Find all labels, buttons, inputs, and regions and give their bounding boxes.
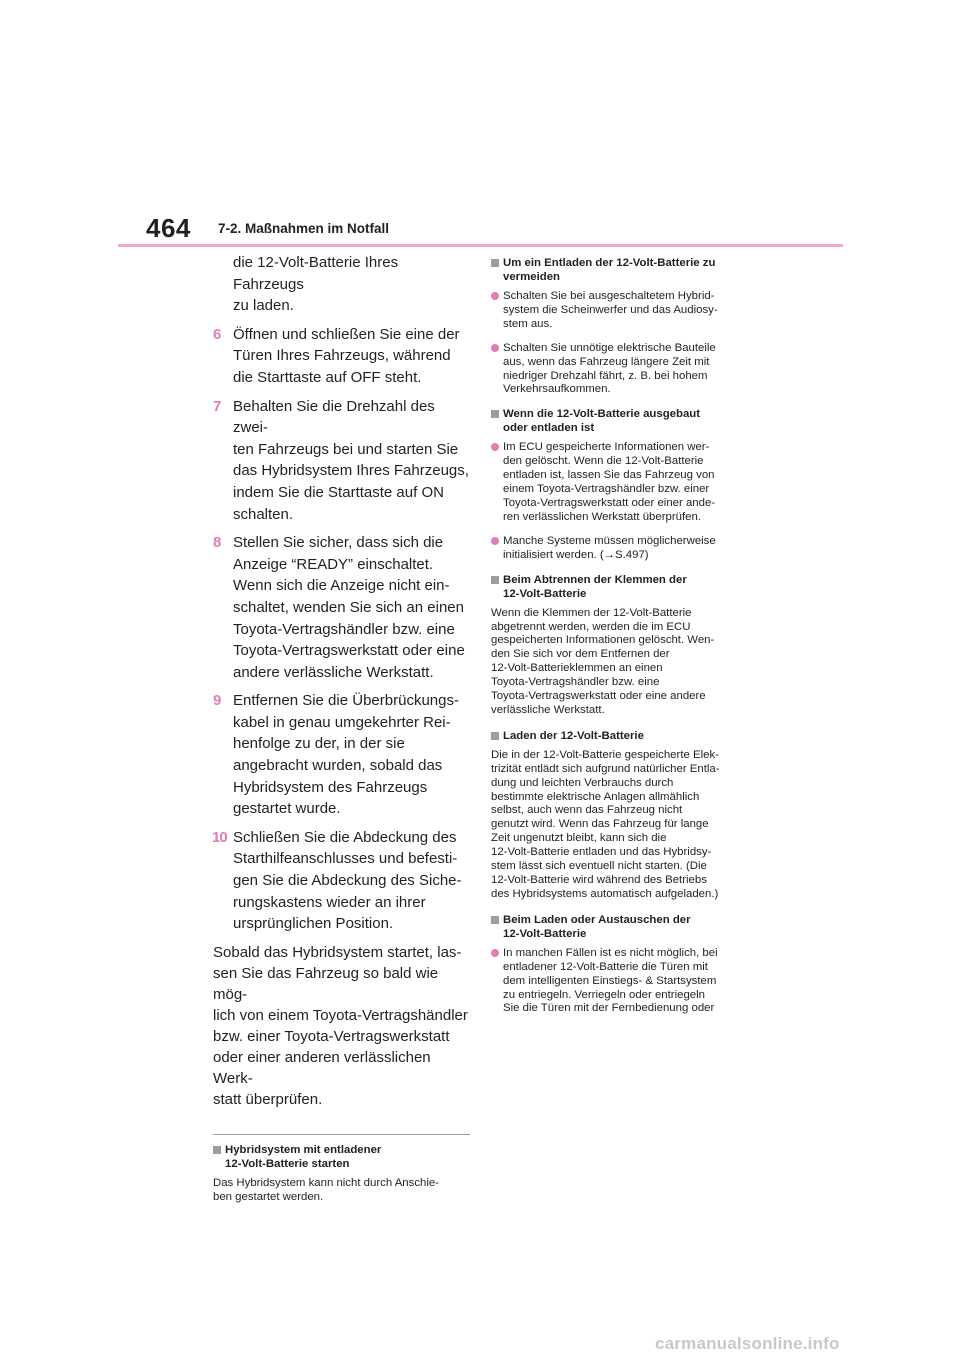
bullet-item — [491, 290, 753, 332]
text-line: Toyota-Vertragswerkstatt oder einer ande- — [503, 496, 716, 509]
square-bullet-icon — [491, 732, 499, 740]
text-line: In manchen Fällen ist es nicht möglich, bei — [503, 946, 718, 959]
round-bullet-icon — [491, 537, 499, 545]
note-heading — [491, 573, 753, 601]
text-line: andere verlässliche Werkstatt. — [233, 663, 434, 681]
text-line: ben gestartet werden. — [213, 1190, 324, 1203]
step-9 — [213, 690, 470, 820]
text-line: schaltet, wenden Sie sich an einen — [233, 598, 464, 616]
bullet-item — [491, 441, 753, 524]
note-heading — [491, 913, 753, 941]
note-heading — [491, 729, 753, 743]
bullet-item — [491, 947, 753, 1017]
text-line: Hybridsystem mit entladener — [225, 1143, 382, 1156]
text-line: sen Sie das Fahrzeug so bald wie mög- — [213, 964, 439, 1003]
text-line: verlässliche Werkstatt. — [491, 703, 605, 716]
text-line: den gelöscht. Wenn die 12-Volt-Batterie — [503, 455, 704, 468]
closing-paragraph — [213, 942, 470, 1110]
note-body — [491, 749, 753, 902]
text-line: Entfernen Sie die Überbrückungs- — [233, 692, 459, 710]
text-line: initialisiert werden. (→S.497) — [503, 548, 649, 561]
text-line: ten Fahrzeugs bei und starten Sie — [233, 440, 459, 458]
text-line: Schalten Sie unnötige elektrische Bauteile — [503, 341, 716, 354]
text-line: angebracht wurden, sobald das — [233, 757, 443, 775]
step-8 — [213, 532, 470, 683]
text-line: die 12-Volt-Batterie Ihres Fahrzeugs — [233, 254, 399, 293]
text-line: Hybridsystem des Fahrzeugs — [233, 778, 428, 796]
page-number: 464 — [146, 213, 191, 243]
text-line: Manche Systeme müssen möglicherweise — [503, 534, 716, 547]
text-line: indem Sie die Starttaste auf ON — [233, 483, 444, 501]
text-line: zu entriegeln. Verriegeln oder entriegeln — [503, 988, 705, 1001]
text-line: bzw. einer Toyota-Vertragswerkstatt — [213, 1027, 450, 1045]
continued-step-text — [213, 252, 470, 317]
square-bullet-icon — [491, 410, 499, 418]
text-line: oder entladen ist — [503, 422, 595, 435]
text-line: Behalten Sie die Drehzahl des zwei- — [233, 397, 435, 437]
text-line: henfolge zu der, in der sie — [233, 735, 405, 753]
step-number: 6 — [213, 325, 222, 343]
text-line: Starthilfeanschlusses und befesti- — [233, 850, 458, 868]
text-line: 12-Volt-Batterie wird während des Betriebs — [491, 874, 707, 886]
text-line: den Sie sich vor dem Entfernen der — [491, 648, 670, 661]
note-body — [491, 607, 753, 718]
text-line: abgetrennt werden, werden die im ECU — [491, 620, 691, 633]
square-bullet-icon — [491, 916, 499, 924]
text-line: kabel in genau umgekehrter Rei- — [233, 713, 451, 731]
text-line: dem intelligenten Einstiegs- & Startsystem — [503, 974, 717, 987]
square-bullet-icon — [491, 576, 499, 584]
text-line: ren verlässlichen Werkstatt überprüfen. — [503, 510, 701, 523]
text-line: Wenn die 12-Volt-Batterie ausgebaut — [503, 408, 701, 421]
text-line: Die in der 12-Volt-Batterie gespeicherte Elek- — [491, 748, 719, 761]
text-line: system die Scheinwerfer und das Audiosy- — [503, 303, 718, 316]
round-bullet-icon — [491, 949, 499, 957]
text-line: Sobald das Hybridsystem startet, las- — [213, 943, 462, 961]
text-line: selbst, auch wenn das Fahrzeug nicht — [491, 804, 683, 817]
text-line: lich von einem Toyota-Vertragshändler — [213, 1006, 468, 1024]
square-bullet-icon — [491, 259, 499, 267]
text-line: Beim Laden oder Austauschen der — [503, 913, 691, 926]
text-line: Im ECU gespeicherte Informationen wer- — [503, 441, 710, 454]
text-line: Toyota-Vertragswerkstatt oder eine andere — [491, 690, 706, 703]
text-line: zu laden. — [233, 297, 294, 315]
text-line: rungskastens wieder an ihrer — [233, 893, 426, 911]
step-7 — [213, 396, 470, 526]
text-line: Sie die Türen mit der Fernbedienung oder — [503, 1002, 715, 1015]
text-line: Beim Abtrennen der Klemmen der — [503, 573, 687, 586]
text-line: 12-Volt-Batterie — [503, 927, 587, 940]
text-line: 12-Volt-Batterie — [503, 587, 587, 600]
bullet-item — [491, 535, 753, 563]
text-line: vermeiden — [503, 271, 560, 283]
round-bullet-icon — [491, 292, 499, 300]
text-line: Verkehrsaufkommen. — [503, 383, 611, 396]
text-line: entladener 12-Volt-Batterie die Türen mit — [503, 960, 708, 973]
text-line: gestartet wurde. — [233, 800, 341, 818]
square-bullet-icon — [213, 1146, 221, 1154]
text-line: trizität entlädt sich aufgrund natürlicher Entla- — [491, 762, 720, 775]
text-line: stem lässt sich eventuell nicht starten. (Die — [491, 860, 707, 873]
text-line: statt überprüfen. — [213, 1090, 323, 1108]
note-body — [213, 1177, 470, 1205]
text-line: gen Sie die Abdeckung des Siche- — [233, 872, 462, 890]
text-line: Öffnen und schließen Sie eine der — [233, 325, 460, 343]
text-line: Wenn sich die Anzeige nicht ein- — [233, 577, 450, 595]
text-line: Stellen Sie sicher, dass sich die — [233, 534, 444, 552]
text-line: bestimmte elektrische Anlagen allmählich — [491, 790, 700, 803]
text-line: des Hybridsystems automatisch aufgeladen.) — [491, 887, 719, 900]
text-line: stem aus. — [503, 317, 553, 330]
text-line: niedriger Drehzahl fährt, z. B. bei hohem — [503, 369, 708, 382]
note-heading — [213, 1143, 470, 1171]
step-number: 9 — [213, 692, 222, 710]
text-line: Toyota-Vertragshändler bzw. eine — [491, 676, 660, 689]
step-10 — [213, 827, 470, 935]
step-number: 10 — [212, 828, 227, 846]
column-divider — [213, 1134, 470, 1135]
step-number: 7 — [213, 397, 222, 415]
note-heading — [491, 407, 753, 435]
text-line: Laden der 12-Volt-Batterie — [503, 729, 644, 742]
text-line: Türen Ihres Fahrzeugs, während — [233, 347, 451, 365]
text-line: entladen ist, lassen Sie das Fahrzeug von — [503, 469, 715, 482]
text-line: oder einer anderen verlässlichen Werk- — [213, 1048, 431, 1087]
text-line: Um ein Entladen der 12-Volt-Batterie zu — [503, 257, 716, 269]
text-line: dung und leichten Verbrauchs durch — [491, 776, 674, 789]
text-line: aus, wenn das Fahrzeug längere Zeit mit — [503, 355, 710, 368]
note-heading — [491, 256, 753, 284]
text-line: 12-Volt-Batterie starten — [225, 1157, 350, 1170]
text-line: 12-Volt-Batterieklemmen an einen — [491, 662, 663, 675]
left-column — [213, 252, 470, 1216]
round-bullet-icon — [491, 443, 499, 451]
step-number: 8 — [213, 534, 222, 552]
text-line: genutzt wird. Wenn das Fahrzeug für lange — [491, 818, 709, 831]
text-line: Das Hybridsystem kann nicht durch Anschie- — [213, 1176, 440, 1189]
round-bullet-icon — [491, 344, 499, 352]
text-line: Schalten Sie bei ausgeschaltetem Hybrid- — [503, 290, 715, 302]
section-title: 7-2. Maßnahmen im Notfall — [218, 221, 390, 236]
text-line: das Hybridsystem Ihres Fahrzeugs, — [233, 462, 469, 480]
text-line: Zeit ungenutzt bleibt, kann sich die — [491, 832, 667, 845]
text-line: schalten. — [233, 505, 294, 523]
text-line: gespeicherten Informationen gelöscht. Wen- — [491, 634, 715, 647]
right-column — [491, 256, 753, 1026]
text-line: Wenn die Klemmen der 12-Volt-Batterie — [491, 606, 692, 619]
text-line: Toyota-Vertragswerkstatt oder eine — [233, 642, 465, 660]
text-line: Schließen Sie die Abdeckung des — [233, 828, 457, 846]
header-rule — [118, 244, 843, 247]
text-line: Toyota-Vertragshändler bzw. eine — [233, 620, 455, 638]
text-line: die Starttaste auf OFF steht. — [233, 368, 422, 386]
text-line: Anzeige “READY” einschaltet. — [233, 555, 434, 573]
step-6 — [213, 324, 470, 389]
text-line: ursprünglichen Position. — [233, 915, 394, 933]
text-line: einem Toyota-Vertragshändler bzw. einer — [503, 483, 710, 496]
watermark: carmanualsonline.info — [655, 1334, 840, 1353]
bullet-item — [491, 342, 753, 398]
text-line: 12-Volt-Batterie entladen und das Hybridsy- — [491, 846, 712, 859]
